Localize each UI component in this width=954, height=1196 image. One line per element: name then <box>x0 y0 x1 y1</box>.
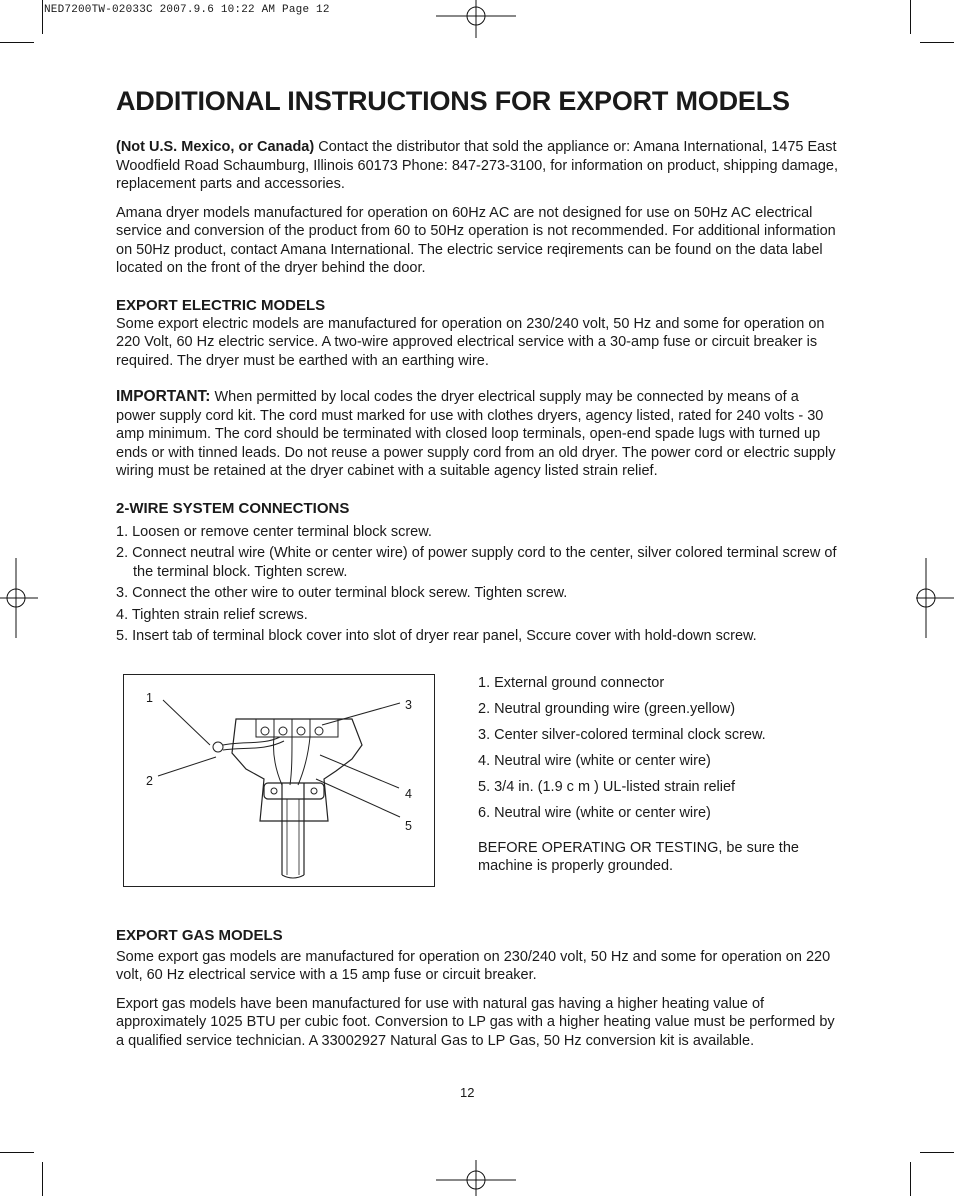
registration-mark-left <box>0 558 40 638</box>
step-item: 4. Tighten strain relief screws. <box>116 606 308 623</box>
intro-lead-text: Contact the distributor that sold the appliance or: Amana International, 1475 East Woodfield Road Schaumburg, Illinois 60173 Phone: 847-273-3100, for information on product, shipping damage, replacement parts and accessories. <box>116 139 838 192</box>
terminal-block-illustration <box>124 675 434 886</box>
registration-mark-bottom <box>436 1158 516 1196</box>
page-number: 12 <box>460 1085 475 1100</box>
frequency-paragraph: Amana dryer models manufactured for operation on 60Hz AC are not designed for use on 50Hz AC electrical service and conversion of the product from 60 to 50Hz operation is not recommended. For additional information on 50Hz product, contact Amana International. The electric service reqirements can be found on the data label located on the front of the dryer behind the door. <box>116 204 836 276</box>
export-electric-text: Some export electric models are manufactured for operation on 230/240 volt, 50 Hz and some for operation on 220 Volt, 60 Hz electric service. A two-wire approved electrical service with a 30-amp fuse or circuit breaker is required. The dryer must be earthed with an earthing wire. <box>116 315 825 369</box>
export-electric-heading: EXPORT ELECTRIC MODELS <box>116 296 326 314</box>
registration-mark-right <box>914 558 954 638</box>
wiring-figure-row <box>116 662 840 892</box>
step-item: 5. Insert tab of terminal block cover into slot of dryer rear panel, Sccure cover with hold-down screw. <box>116 628 757 644</box>
two-wire-steps <box>116 523 840 646</box>
two-wire-heading: 2-WIRE SYSTEM CONNECTIONS <box>116 499 350 517</box>
step-item: 3. Connect the other wire to outer terminal block serew. Tighten screw. <box>116 585 568 601</box>
callout-3: 3 <box>405 697 412 712</box>
export-gas-paragraph-2: Export gas models have been manufactured for use with natural gas having a higher heating value of approximately 1025 BTU per cubic foot. Conversion to LP gas with a higher heating value must be performed by a qualified service technician. A 33002927 Natural Gas to LP Gas, 50 Hz conversion kit is available. <box>116 995 835 1049</box>
registration-mark-top <box>436 0 516 40</box>
print-slug: NED7200TW-02033C 2007.9.6 10:22 AM Page 12 <box>44 4 330 16</box>
important-label: IMPORTANT: <box>116 388 211 405</box>
callout-1: 1 <box>146 690 153 705</box>
intro-lead: (Not U.S. Mexico, or Canada) <box>116 139 315 155</box>
content-column <box>116 138 840 1050</box>
export-gas-heading: EXPORT GAS MODELS <box>116 926 283 944</box>
export-gas-paragraph-1: Some export gas models are manufactured for operation on 230/240 volt, 50 Hz and some for operation on 220 volt, 60 Hz electrical service with a 15 amp fuse or circuit breaker. <box>116 948 831 983</box>
step-item: 1. Loosen or remove center terminal block screw. <box>116 523 432 540</box>
legend-item: 2. Neutral grounding wire (green.yellow) <box>478 700 736 717</box>
step-item: 2. Connect neutral wire (White or center wire) of power supply cord to the center, silver colored terminal screw of the terminal block. Tighten screw. <box>116 545 837 580</box>
important-paragraph <box>116 388 840 481</box>
legend-item: 4. Neutral wire (white or center wire) <box>478 752 711 769</box>
legend-item: 1. External ground connector <box>478 674 665 691</box>
legend-item: 3. Center silver-colored terminal clock screw. <box>478 726 766 743</box>
legend-item: 6. Neutral wire (white or center wire) <box>478 804 711 821</box>
callout-4: 4 <box>405 786 412 801</box>
intro-paragraph <box>116 138 840 194</box>
page-title: ADDITIONAL INSTRUCTIONS FOR EXPORT MODELS <box>116 86 790 116</box>
wiring-diagram <box>123 674 435 887</box>
grounding-note: BEFORE OPERATING OR TESTING, be sure the machine is properly grounded. <box>478 839 799 874</box>
figure-legend <box>478 674 838 875</box>
callout-5: 5 <box>405 818 412 833</box>
important-text: When permitted by local codes the dryer electrical supply may be connected by means of a power supply cord kit. The cord must marked for use with clothes dryers, agency listed, rated for 240 volts - 30 amp minimum. The cord should be terminated with closed loop terminals, open-end spade lugs with turned up ends or with tinned leads. Do not reuse a power supply cord from an old dryer. The power cord or electric supply wiring must be retained at the dryer cabinet with a suitable agency listed strain relief. <box>116 389 836 479</box>
callout-2: 2 <box>146 773 153 788</box>
legend-item: 5. 3/4 in. (1.9 c m ) UL-listed strain relief <box>478 778 736 795</box>
